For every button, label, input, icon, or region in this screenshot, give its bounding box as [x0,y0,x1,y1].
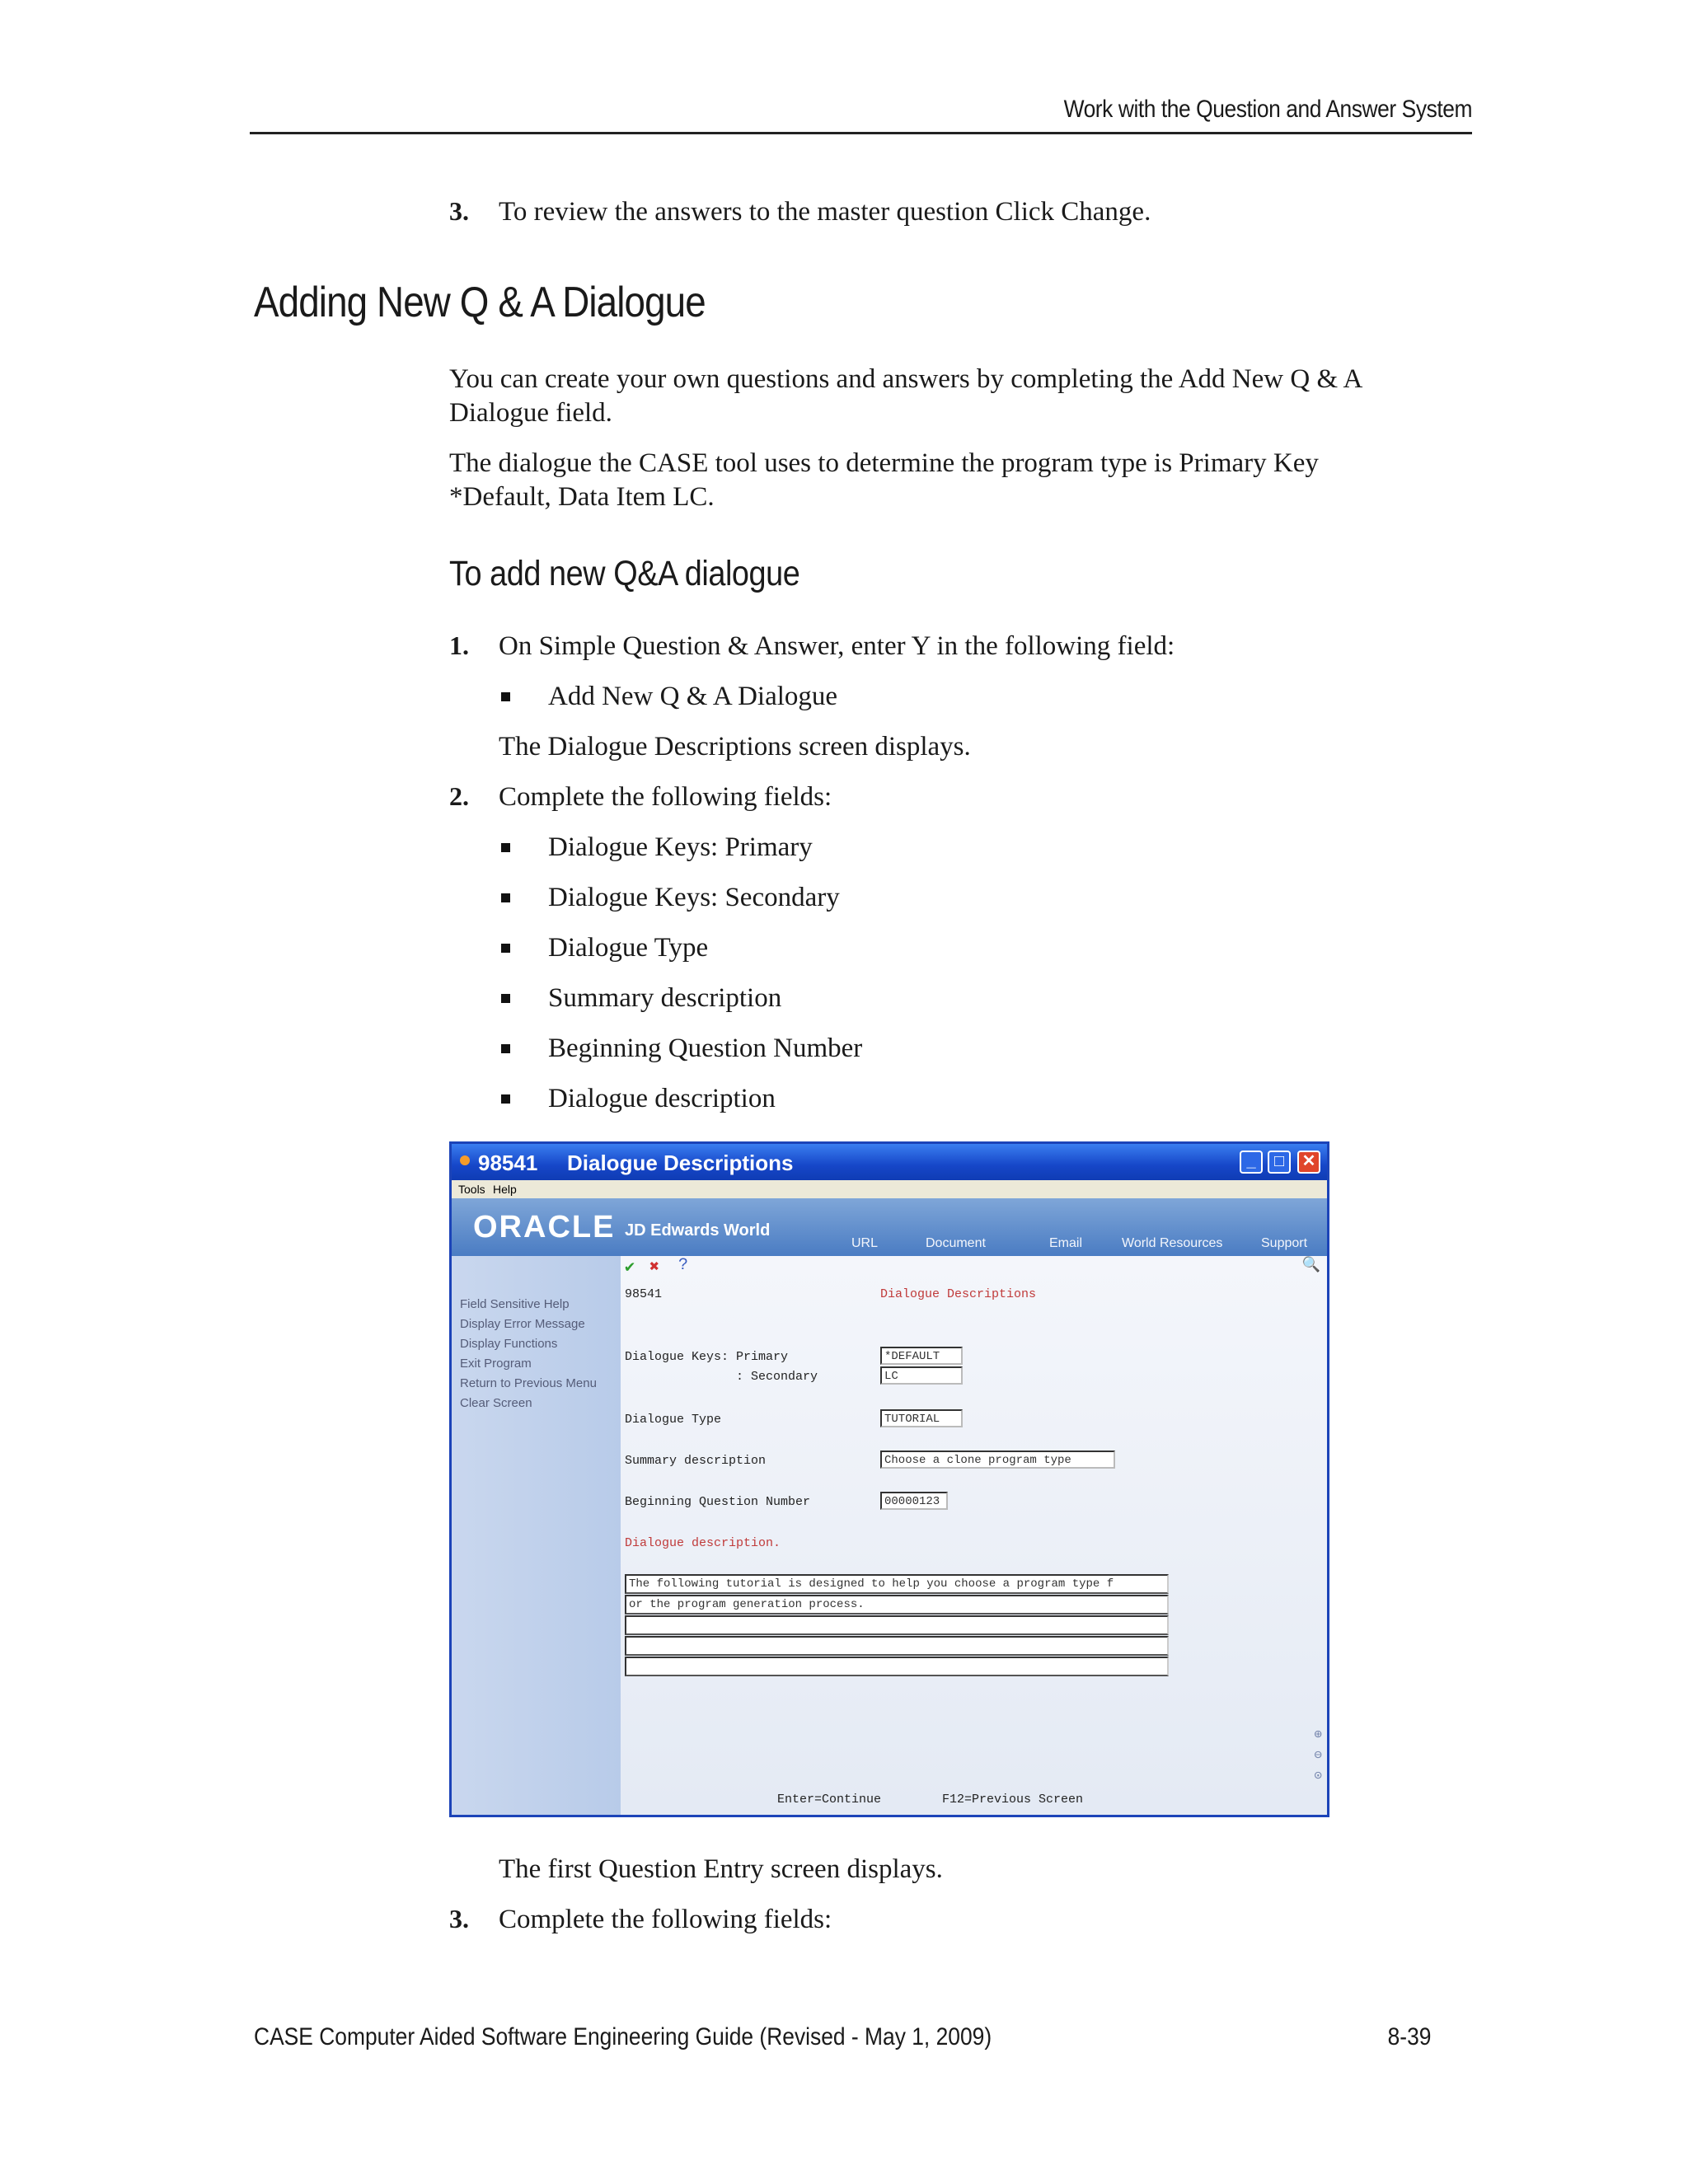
bullet-item: Dialogue Keys: Secondary [548,883,840,912]
window-titlebar [452,1144,1327,1180]
close-icon[interactable]: ✕ [1297,1151,1320,1174]
running-header: Work with the Question and Answer System [250,96,1472,134]
app-icon [460,1155,470,1165]
step-result: The first Question Entry screen displays. [499,1854,943,1884]
step-number: 3. [449,1904,469,1933]
menu-help[interactable]: Help [493,1183,517,1196]
description-line[interactable]: or the program generation process. [625,1595,1169,1615]
bullet-icon [501,893,510,902]
label-dialogue-description: Dialogue description. [625,1536,781,1550]
step-number: 1. [449,630,469,660]
nav-support[interactable]: Support [1261,1236,1308,1250]
step-result: The Dialogue Descriptions screen displays. [499,732,971,762]
label-dialogue-type: Dialogue Type [625,1413,722,1427]
description-line[interactable] [625,1636,1169,1656]
menu-field-sensitive-help[interactable]: Field Sensitive Help [460,1297,570,1311]
label-summary: Summary description [625,1454,767,1468]
page-number: 8-39 [1387,2023,1432,2050]
step-number: 2. [449,781,469,811]
menu-clear-screen[interactable]: Clear Screen [460,1396,532,1410]
intro-paragraph-line: You can create your own questions and answers by completing the Add New Q & A [449,364,1363,394]
bullet-item: Dialogue description [548,1084,776,1113]
label-keys-primary: Dialogue Keys: Primary [625,1350,789,1364]
menu-bar [452,1180,1327,1198]
screen-title: Dialogue Descriptions [880,1287,1037,1301]
nav-email[interactable]: Email [1049,1236,1083,1250]
label-keys-secondary: : Secondary [736,1370,818,1384]
step-text: Complete the following fields: [499,1905,832,1934]
bullet-icon [501,1044,510,1053]
summary-description-field[interactable]: Choose a clone program type [880,1451,1115,1469]
step-text: On Simple Question & Answer, enter Y in the following field: [499,631,1175,661]
bullet-icon [501,944,510,953]
label-beginning-question: Beginning Question Number [625,1495,811,1509]
dialogue-type-field[interactable]: TUTORIAL [880,1409,963,1427]
bullet-icon [501,843,510,852]
bullet-item: Add New Q & A Dialogue [548,682,838,711]
cancel-icon[interactable]: ✖ [649,1258,660,1277]
search-icon[interactable]: 🔍 [1301,1258,1320,1274]
program-id: 98541 [625,1287,663,1301]
menu-display-error-message[interactable]: Display Error Message [460,1317,585,1331]
minimize-icon[interactable]: _ [1240,1151,1263,1174]
form-area [621,1256,1327,1815]
footer-title: CASE Computer Aided Software Engineering Guide (Revised - May 1, 2009) [254,2023,992,2050]
bullet-item: Summary description [548,983,782,1013]
bullet-icon [501,692,510,701]
intro-paragraph-line: The dialogue the CASE tool uses to determine the program type is Primary Key [449,448,1319,478]
step-number: 3. [449,196,469,226]
bullet-icon [501,994,510,1003]
beginning-question-field[interactable]: 00000123 [880,1492,948,1510]
intro-paragraph-line: Dialogue field. [449,398,612,428]
window-title: Dialogue Descriptions [567,1151,794,1175]
menu-exit-program[interactable]: Exit Program [460,1357,532,1371]
bullet-item: Beginning Question Number [548,1033,863,1063]
function-key-enter[interactable]: Enter=Continue [777,1793,882,1807]
function-menu [452,1256,621,1815]
menu-return-previous[interactable]: Return to Previous Menu [460,1376,597,1390]
zoom-out-icon[interactable]: ⊖ [1314,1748,1322,1763]
function-key-f12[interactable]: F12=Previous Screen [942,1793,1084,1807]
description-line[interactable] [625,1657,1169,1676]
window-program-number: 98541 [478,1151,538,1175]
help-icon[interactable]: ? [678,1256,689,1275]
check-icon[interactable]: ✔ [625,1258,635,1277]
menu-display-functions[interactable]: Display Functions [460,1337,558,1351]
nav-world-resources[interactable]: World Resources [1122,1236,1223,1250]
menu-tools[interactable]: Tools [458,1183,485,1196]
description-line[interactable]: The following tutorial is designed to help you choose a program type f [625,1574,1169,1594]
keys-secondary-field[interactable]: LC [880,1366,963,1385]
description-line[interactable] [625,1615,1169,1635]
maximize-icon[interactable]: □ [1268,1151,1291,1174]
step-text: Complete the following fields: [499,782,832,812]
zoom-in-icon[interactable]: ⊕ [1314,1727,1322,1742]
intro-paragraph-line: *Default, Data Item LC. [449,482,715,512]
oracle-logo: ORACLE [473,1210,616,1244]
section-heading: Adding New Q & A Dialogue [254,279,706,326]
nav-document[interactable]: Document [926,1236,986,1250]
procedure-heading: To add new Q&A dialogue [449,554,800,593]
nav-url[interactable]: URL [851,1236,879,1250]
bullet-item: Dialogue Keys: Primary [548,832,813,862]
magnify-icon[interactable]: ⊙ [1314,1769,1322,1783]
oracle-banner [452,1198,1327,1256]
dialogue-descriptions-window [449,1141,1329,1817]
bullet-item: Dialogue Type [548,933,709,963]
bullet-icon [501,1094,510,1104]
step-text: To review the answers to the master question Click Change. [499,197,1151,227]
brand-subtitle: JD Edwards World [625,1221,771,1240]
keys-primary-field[interactable]: *DEFAULT [880,1347,963,1365]
